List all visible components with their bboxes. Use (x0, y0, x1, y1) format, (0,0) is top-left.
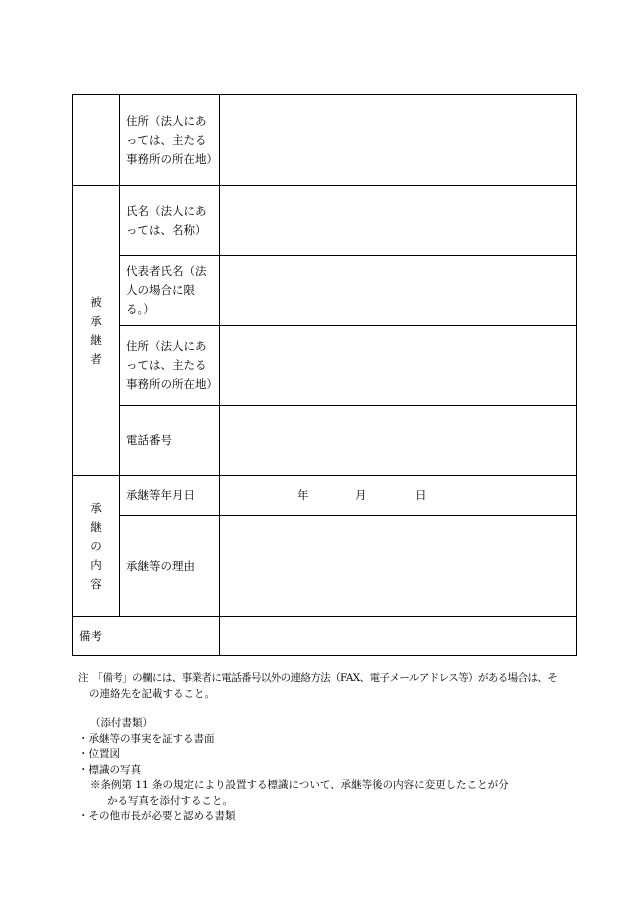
address-label: 住所（法人にあっては、主たる事務所の所在地） (120, 95, 220, 186)
heir-name-field[interactable] (220, 186, 577, 256)
heir-group-char: 継 (90, 332, 102, 347)
heir-representative-label: 代表者氏名（法人の場合に限る。） (120, 256, 220, 326)
table-row (73, 406, 577, 476)
succession-form-table (72, 94, 577, 656)
heir-group-char: 被 (90, 294, 102, 309)
address-value-field[interactable] (220, 95, 577, 186)
table-row (73, 516, 577, 617)
succession-reason-label: 承継等の理由 (120, 516, 220, 617)
content-group-label (73, 476, 120, 617)
month-unit: 月 (355, 488, 367, 502)
attachment-item: ・標識の写真 (78, 763, 141, 776)
heir-group-label (73, 186, 120, 476)
year-unit: 年 (297, 488, 309, 502)
day-unit: 日 (415, 488, 427, 502)
attachment-item: ・位置図 (78, 748, 120, 760)
heir-address-label: 住所（法人にあっては、主たる事務所の所在地） (120, 326, 220, 406)
attachment-item: ・承継等の事実を証する書面 (78, 732, 215, 745)
attachment-item: ・その他市長が必要と認める書類 (78, 810, 236, 822)
heir-group-char: 者 (90, 351, 102, 366)
heir-phone-label: 電話番号 (120, 406, 220, 476)
remarks-field[interactable] (220, 617, 577, 656)
note-line: 注 「備考」の欄には、事業者に電話番号以外の連絡方法（FAX、電子メールアドレス等）がある場合は、そ (78, 672, 558, 684)
heir-representative-field[interactable] (220, 256, 577, 326)
content-group-char: の (90, 538, 102, 553)
table-row (73, 186, 577, 256)
succession-date-label: 承継等年月日 (120, 476, 220, 516)
heir-group-char: 承 (90, 313, 102, 328)
attachments-heading: （添付書類） (90, 717, 153, 729)
notes-section (78, 670, 578, 702)
succession-reason-field[interactable] (220, 516, 577, 617)
heir-name-label: 氏名（法人にあっては、名称） (120, 186, 220, 256)
table-row (73, 476, 577, 516)
attachment-note: ※条例第 11 条の規定により設置する標識について、承継等後の内容に変更したことが分 (90, 779, 509, 791)
content-group-char: 継 (90, 519, 102, 534)
table-row (73, 617, 577, 656)
heir-phone-field[interactable] (220, 406, 577, 476)
content-group-char: 容 (90, 576, 102, 591)
content-group-char: 内 (90, 557, 102, 572)
attachments-section (78, 716, 578, 825)
attachment-note: かる写真を添付すること。 (107, 794, 233, 807)
content-group-char: 承 (90, 500, 102, 515)
table-row (73, 95, 577, 186)
table-row (73, 256, 577, 326)
note-line: の連絡先を記載すること。 (89, 688, 215, 700)
group-cell-empty (73, 95, 120, 186)
remarks-label: 備考 (73, 617, 220, 656)
heir-address-field[interactable] (220, 326, 577, 406)
succession-date-field[interactable] (220, 476, 577, 516)
table-row (73, 326, 577, 406)
